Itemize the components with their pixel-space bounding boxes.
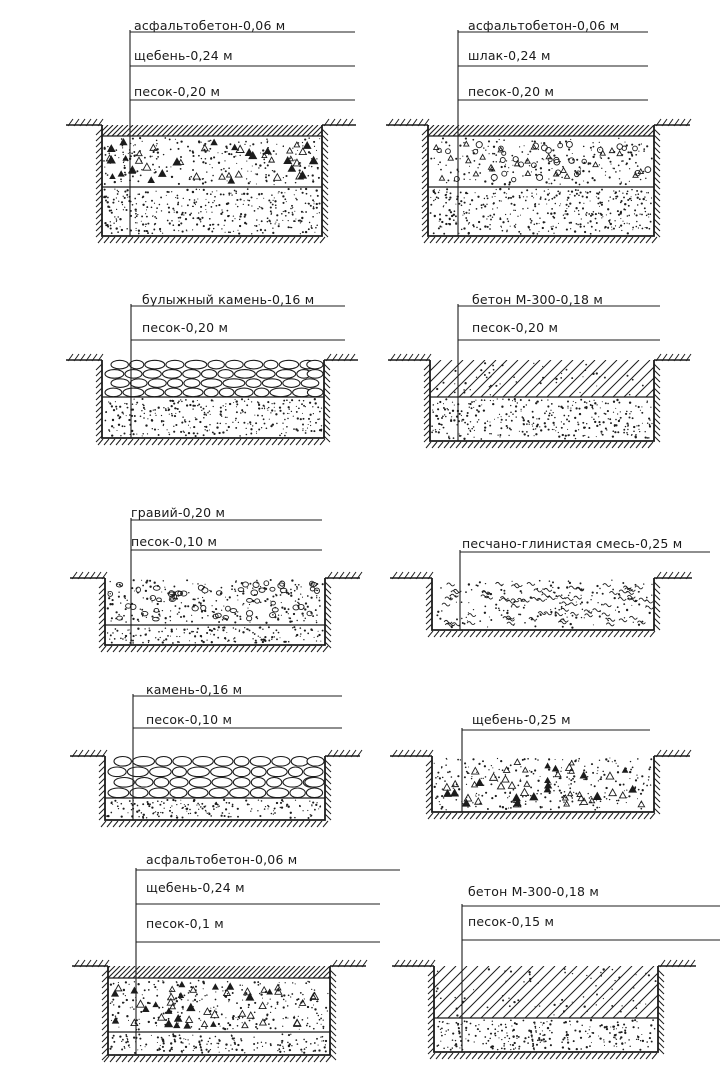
layer-gravel <box>434 757 653 810</box>
layer-sand <box>431 398 652 440</box>
layer-sand <box>430 188 652 235</box>
layer-label: бетон М-300-0,18 м <box>468 884 599 899</box>
layer-gravel <box>103 137 320 185</box>
layer-label: песок-0,20 м <box>142 320 229 335</box>
layer-slag <box>430 137 652 185</box>
layer-pebble <box>107 579 324 624</box>
layer-label: булыжный камень-0,16 м <box>142 292 315 307</box>
layer-concrete <box>382 966 709 1018</box>
layer-label: асфальтобетон-0,06 м <box>146 852 298 867</box>
layer-label: песок-0,20 м <box>468 84 555 99</box>
layer-label: щебень-0,24 м <box>146 880 245 895</box>
layer-asphalt <box>408 125 684 136</box>
cross-section-d8 <box>390 728 691 819</box>
layer-label: бетон М-300-0,18 м <box>472 292 603 307</box>
layer-label: асфальтобетон-0,06 м <box>134 18 286 33</box>
layer-label: песок-0,10 м <box>131 534 218 549</box>
layer-cobble <box>108 757 324 798</box>
layer-gravel <box>110 980 329 1031</box>
layer-asphalt <box>82 125 348 136</box>
layer-sand <box>436 1019 655 1051</box>
layer-label: шлак-0,24 м <box>468 48 551 63</box>
layer-sand <box>103 188 320 235</box>
cross-section-d9 <box>72 868 400 1062</box>
layer-concrete <box>393 360 683 397</box>
layer-label: песок-0,10 м <box>146 712 233 727</box>
layer-label: песок-0,20 м <box>134 84 221 99</box>
ground-hatching <box>386 119 691 243</box>
layer-sand <box>109 1033 327 1054</box>
layer-cobble <box>105 360 323 396</box>
layer-claymix <box>436 580 653 629</box>
layer-sand <box>106 799 321 819</box>
layer-sand <box>105 398 323 437</box>
layer-asphalt <box>88 966 360 978</box>
layer-label: щебень-0,25 м <box>472 712 571 727</box>
layer-label: песок-0,20 м <box>472 320 559 335</box>
layer-label: песчано-глинистая смесь-0,25 м <box>462 536 683 551</box>
layer-sand <box>107 626 324 644</box>
layer-label: гравий-0,20 м <box>131 505 226 520</box>
layer-label: песок-0,1 м <box>146 916 224 931</box>
ground-hatching <box>390 572 692 637</box>
ground-hatching <box>390 750 691 819</box>
cross-section-d6 <box>390 550 710 637</box>
layer-label: песок-0,15 м <box>468 914 555 929</box>
layer-label: камень-0,16 м <box>146 682 243 697</box>
layer-label: асфальтобетон-0,06 м <box>468 18 620 33</box>
layer-label: щебень-0,24 м <box>134 48 233 63</box>
